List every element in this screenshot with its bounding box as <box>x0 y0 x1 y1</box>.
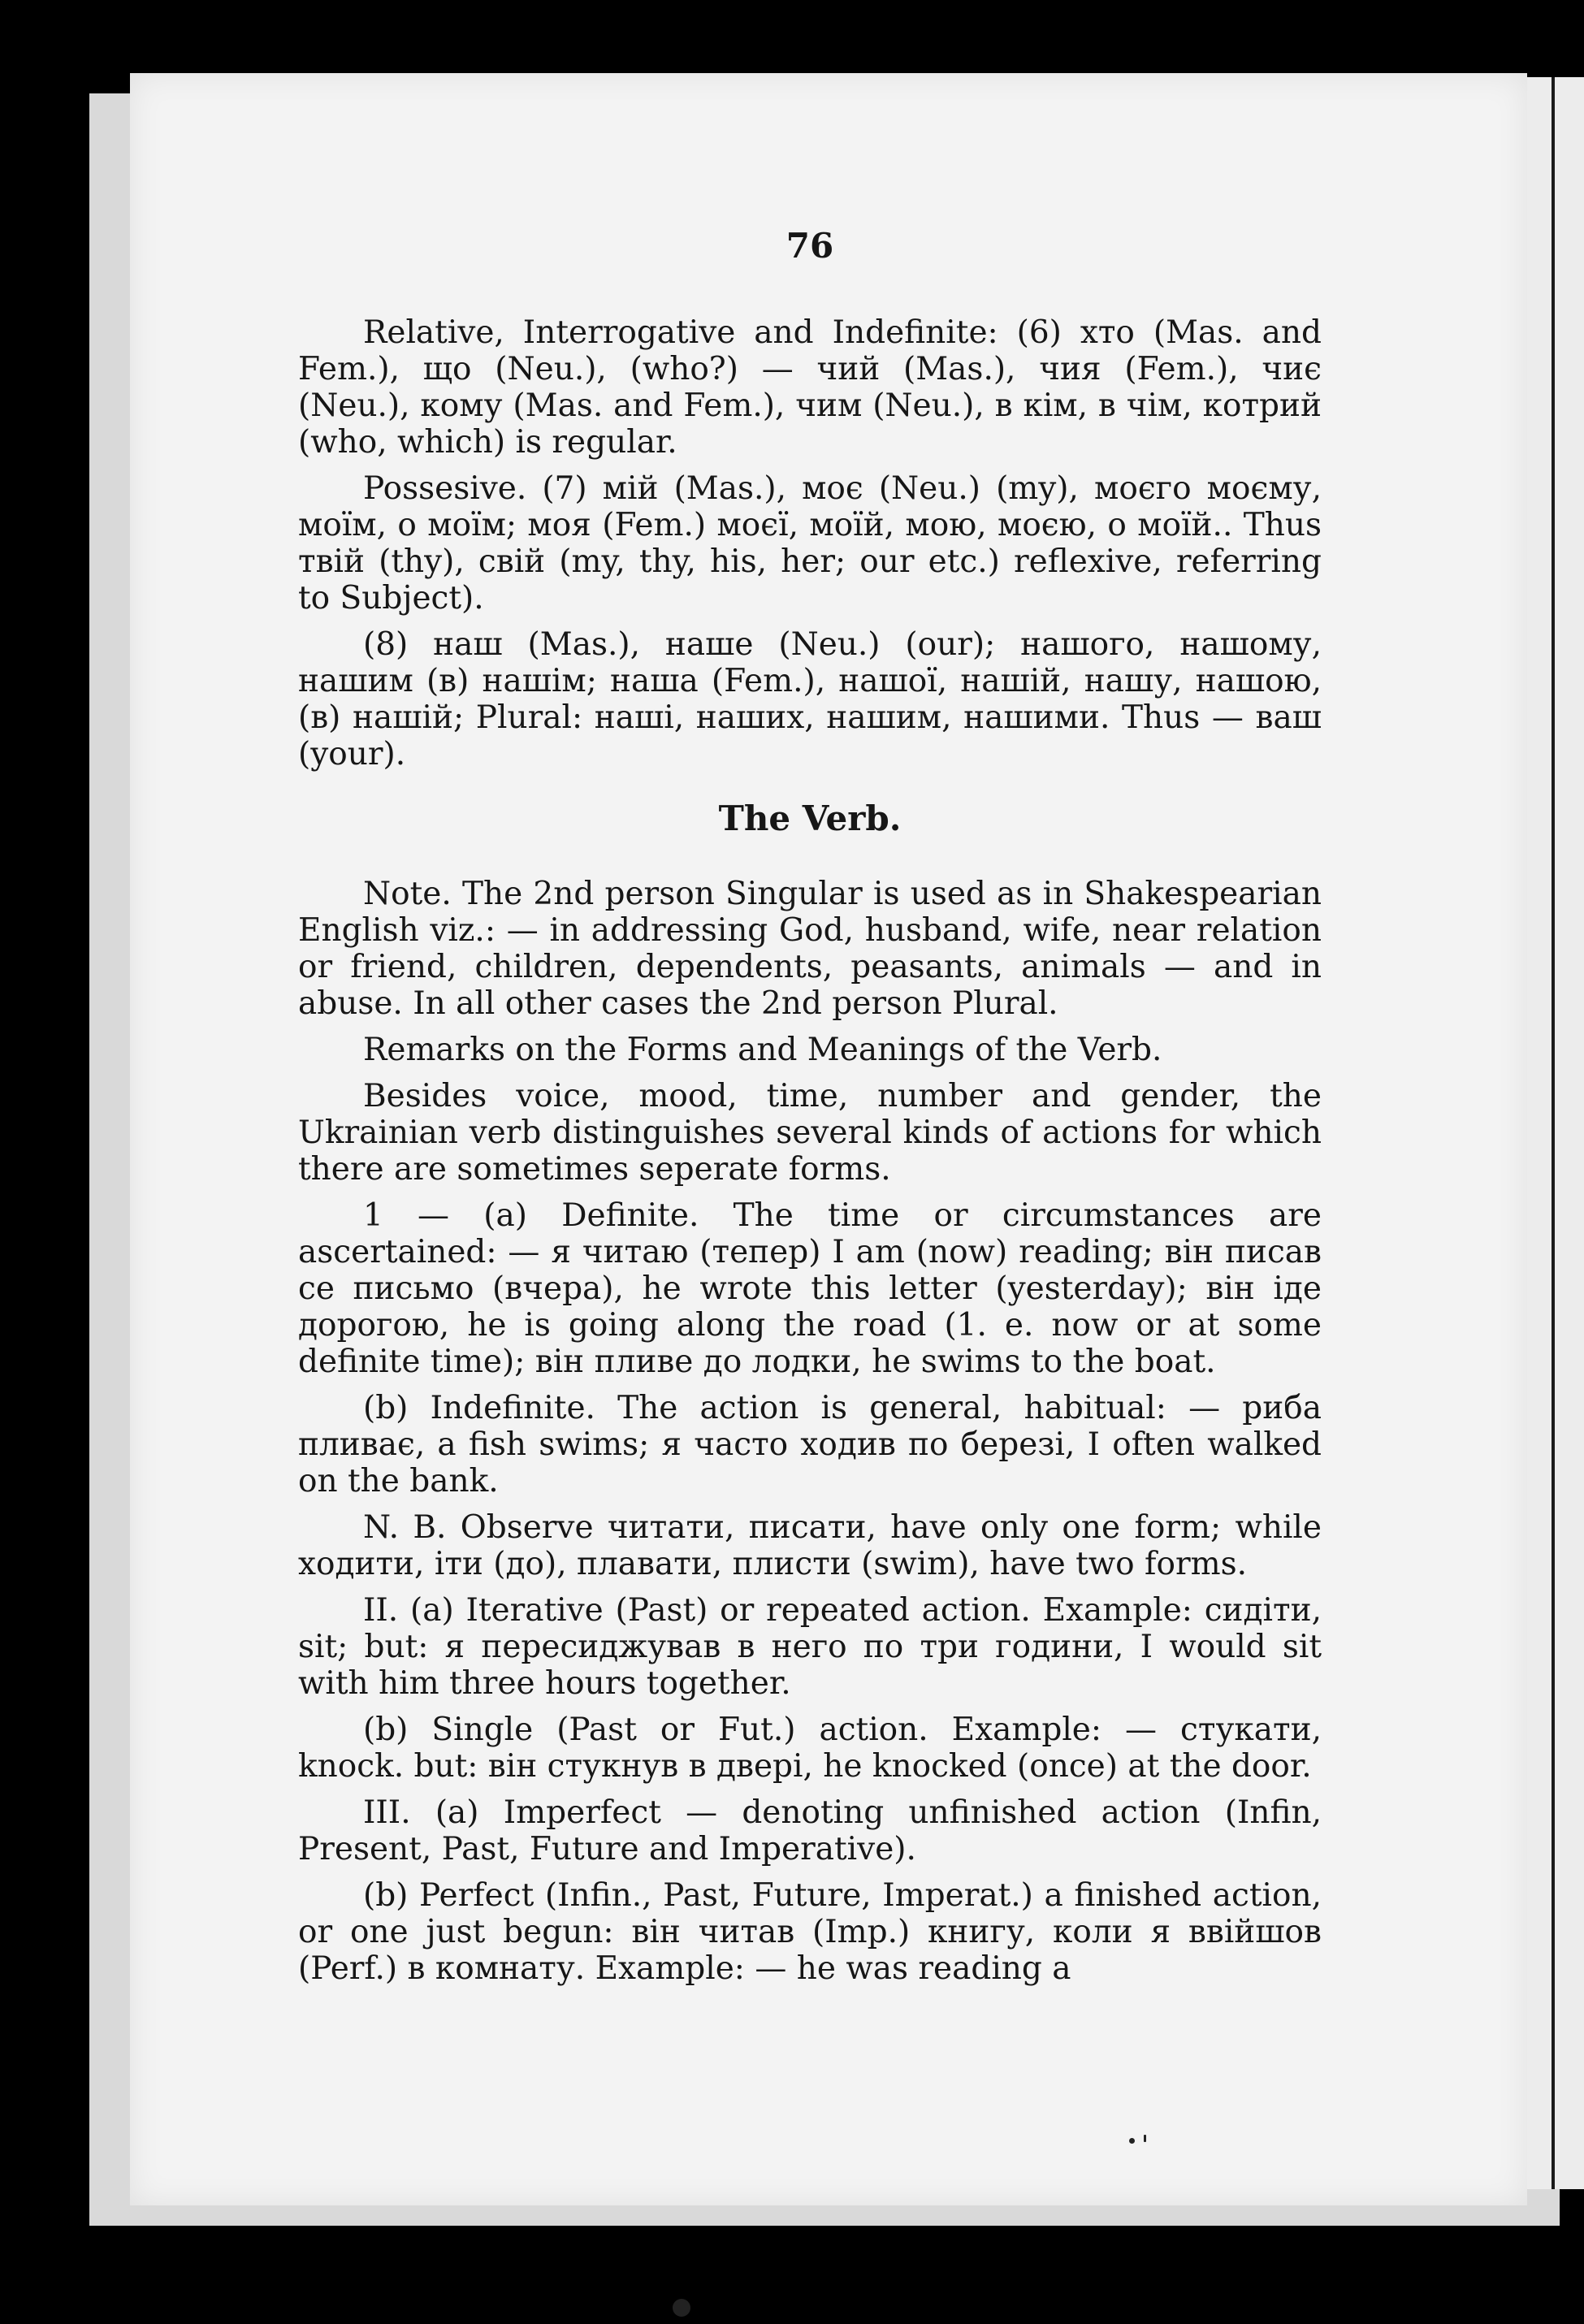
scan-speck <box>1144 2135 1146 2142</box>
paragraph-definite: 1 — (a) Definite. The time or circumstances are ascertained: — я читаю (тепер) I am (now) reading; він писав се письмо (вчера), he wrote this letter (yesterday); він іде дорогою, he is going along the road (1. e. now or at some definite time); він пливе до лодки, he swims to the boat. <box>298 1197 1322 1380</box>
spine-edge <box>1552 77 1555 2189</box>
paragraph-relative: Relative, Interrogative and Indefinite: (6) хто (Mas. and Fem.), що (Neu.), (who?) — чий (Mas.), чия (Fem.), чиє (Neu.), кому (Mas. and Fem.), чим (Neu.), в кім, в чім, котрий (who, which) is regular. <box>298 314 1322 461</box>
paragraph-nash: (8) наш (Mas.), наше (Neu.) (our); нашого, нашому, нашим (в) нашім; наша (Fem.), нашої, нашій, нашу, нашою, (в) нашій; Plural: наші, наших, нашим, нашими. Thus — ваш (your). <box>298 626 1322 773</box>
paragraph-imperfect: III. (a) Imperfect — denoting unfinished action (Infin, Present, Past, Future and Imperative). <box>298 1794 1322 1867</box>
paragraph-indefinite: (b) Indefinite. The action is general, habitual: — риба пливає, a fish swims; я часто ходив по березі, I often walked on the bank. <box>298 1390 1322 1500</box>
paragraph-nb: N. B. Observe читати, писати, have only one form; while ходити, іти (до), плавати, плисти (swim), have two forms. <box>298 1509 1322 1582</box>
paragraph-iterative: II. (a) Iterative (Past) or repeated action. Example: сидіти, sit; but: я пересиджував в него по три години, I would sit with him three hours together. <box>298 1592 1322 1702</box>
section-heading: The Verb. <box>718 798 902 838</box>
book-spine <box>1527 77 1584 2189</box>
paragraph-besides: Besides voice, mood, time, number and gender, the Ukrainian verb distinguishes several kinds of actions for which there are sometimes seperate forms. <box>298 1078 1322 1188</box>
paragraph-remarks: Remarks on the Forms and Meanings of the Verb. <box>363 1032 1162 1068</box>
paragraph-note: Note. The 2nd person Singular is used as in Shakespearian English viz.: — in addressing God, husband, wife, near relation or friend, children, dependents, peasants, animals — and in abuse. In all other cases the 2nd person Plural. <box>298 876 1322 1022</box>
paragraph-single: (b) Single (Past or Fut.) action. Example: — стукати, knock. but: він стукнув в двері, he knocked (once) at the door. <box>298 1712 1322 1785</box>
page-content <box>298 227 1322 1997</box>
scan-speck <box>673 2299 690 2317</box>
paragraph-possesive: Possesive. (7) мій (Mas.), моє (Neu.) (my), моєго моєму, моїм, о моїм; моя (Fem.) моєї, моїй, мою, моєю, о моїй.. Thus твій (thy), свій (my, thy, his, her; our etc.) reflexive, referring to Subject). <box>298 470 1322 617</box>
scan-speck <box>1129 2138 1135 2144</box>
page-number: 76 <box>786 226 834 266</box>
paragraph-perfect: (b) Perfect (Infin., Past, Future, Imperat.) a finished action, or one just begun: він читав (Imp.) книгу, коли я ввійшов (Perf.) в комнату. Example: — he was reading a <box>298 1877 1322 1987</box>
